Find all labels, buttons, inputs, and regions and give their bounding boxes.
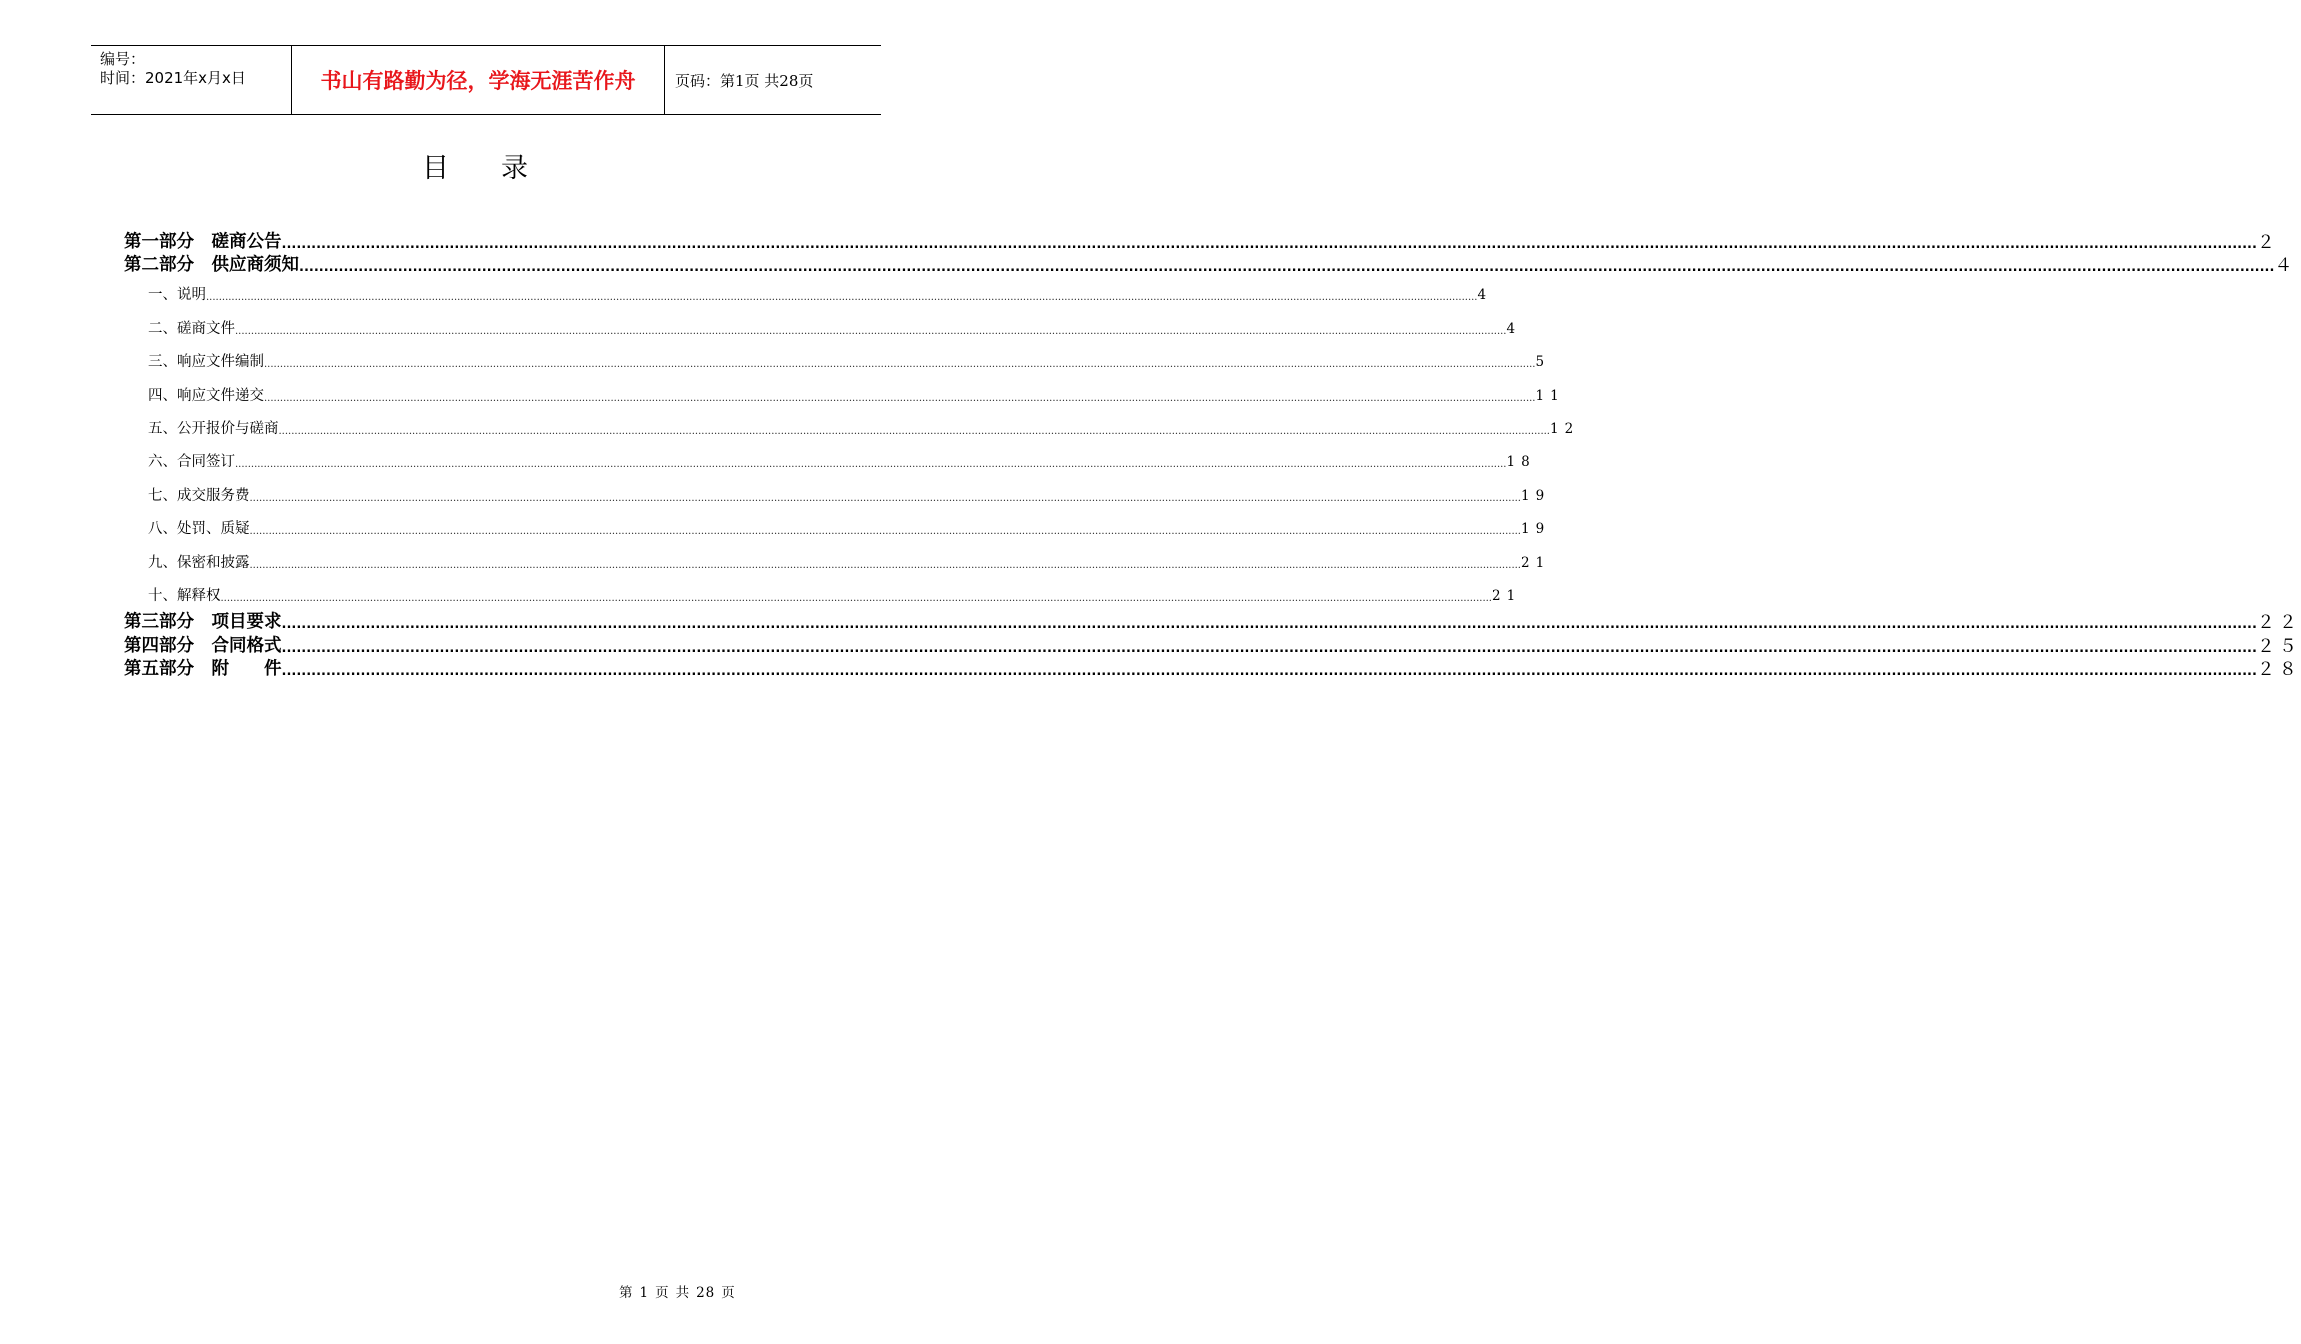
toc-entry-page: 19: [1520, 487, 1551, 504]
toc-entry-label: 二、磋商文件: [148, 320, 235, 337]
toc-dot-leader: ................................................................................................................................................................................................................................................................................................................................................................................................................: [235, 459, 1507, 471]
toc-entry-label: 三、响应文件编制: [148, 354, 264, 371]
toc-entry-page: 18: [1506, 454, 1536, 471]
toc-entry-page: 4: [1477, 287, 1493, 304]
table-of-contents: [124, 230, 2301, 681]
header-motto: 书山有路勤为径，学海无涯苦作舟: [292, 46, 665, 114]
toc-entry[interactable]: [124, 511, 1551, 544]
toc-entry-page: 5: [1535, 354, 1551, 371]
toc-dot-leader: ................................................................................................................................................................................................................................................................................................................................................................................................................: [281, 664, 2257, 680]
toc-dot-leader: ................................................................................................................................................................................................................................................................................................................................................................................................................: [278, 425, 1550, 437]
toc-entry[interactable]: [124, 310, 1522, 343]
document-number-label: 编号：: [100, 50, 146, 68]
toc-entry-page: ４: [2274, 255, 2297, 276]
toc-entry-label: 四、响应文件递交: [148, 387, 264, 404]
toc-dot-leader: ................................................................................................................................................................................................................................................................................................................................................................................................................: [264, 392, 1536, 404]
toc-entry-page: ２２: [2256, 612, 2301, 634]
toc-title-left: 目: [422, 153, 449, 184]
toc-dot-leader: ................................................................................................................................................................................................................................................................................................................................................................................................................: [249, 559, 1521, 571]
header-meta: [91, 46, 292, 114]
toc-entry[interactable]: [124, 544, 1551, 577]
page-footer: [616, 1281, 739, 1301]
toc-entry-page: 12: [1549, 420, 1580, 437]
toc-dot-leader: ................................................................................................................................................................................................................................................................................................................................................................................................................: [249, 492, 1521, 504]
toc-entry-label: 第一部分 磋商公告: [124, 231, 282, 252]
toc-entry[interactable]: [124, 254, 2297, 278]
toc-entry-label: 第三部分 项目要求: [124, 612, 282, 633]
footer-suffix: 页: [721, 1285, 736, 1301]
footer-current-page: 1: [639, 1285, 650, 1301]
toc-entry-page: ２: [2256, 231, 2279, 253]
toc-entry-page: ２８: [2256, 659, 2301, 681]
toc-dot-leader: ................................................................................................................................................................................................................................................................................................................................................................................................................: [220, 592, 1492, 604]
toc-entry-label: 一、说明: [148, 287, 206, 304]
toc-entry[interactable]: [124, 634, 2301, 658]
toc-entry[interactable]: [124, 411, 1580, 444]
toc-entry-page: 21: [1491, 587, 1522, 604]
toc-title-right: 录: [501, 153, 528, 184]
toc-entry[interactable]: [124, 344, 1551, 377]
toc-dot-leader: ................................................................................................................................................................................................................................................................................................................................................................................................................: [249, 526, 1521, 538]
toc-dot-leader: ................................................................................................................................................................................................................................................................................................................................................................................................................: [264, 359, 1536, 371]
toc-entry[interactable]: [124, 658, 2301, 682]
footer-page-word: 页: [655, 1285, 670, 1301]
toc-entry-page: 11: [1535, 387, 1565, 404]
toc-entry-label: 八、处罚、质疑: [148, 521, 250, 538]
toc-entry-label: 六、合同签订: [148, 454, 235, 471]
toc-entry-label: 十、解释权: [148, 587, 221, 604]
toc-entry-label: 九、保密和披露: [148, 554, 250, 571]
toc-entry[interactable]: [124, 477, 1551, 510]
toc-entry-label: 第二部分 供应商须知: [124, 255, 299, 275]
toc-dot-leader: ................................................................................................................................................................................................................................................................................................................................................................................................................: [206, 292, 1478, 304]
toc-entry-page: 19: [1520, 521, 1551, 538]
toc-entry-label: 五、公开报价与磋商: [148, 420, 279, 437]
toc-entry-label: 七、成交服务费: [148, 487, 250, 504]
toc-entry-label: 第四部分 合同格式: [124, 635, 282, 656]
toc-entry[interactable]: [124, 230, 2279, 254]
toc-dot-leader: ................................................................................................................................................................................................................................................................................................................................................................................................................: [281, 617, 2257, 633]
toc-entry[interactable]: [124, 444, 1536, 477]
toc-dot-leader: ................................................................................................................................................................................................................................................................................................................................................................................................................: [299, 260, 2275, 275]
toc-entry-page: 4: [1506, 320, 1522, 337]
toc-entry-page: ２５: [2256, 635, 2301, 657]
toc-entry[interactable]: [124, 277, 1493, 310]
toc-entry[interactable]: [124, 377, 1565, 410]
toc-dot-leader: ................................................................................................................................................................................................................................................................................................................................................................................................................: [235, 325, 1507, 337]
header-page-info: 页码：第1页 共28页: [675, 71, 814, 90]
toc-entry-page: 21: [1520, 554, 1551, 571]
document-header: [91, 45, 881, 115]
toc-dot-leader: ................................................................................................................................................................................................................................................................................................................................................................................................................: [281, 236, 2257, 252]
document-time-label: 时间：2021年x月x日: [100, 69, 246, 87]
toc-entry[interactable]: [124, 578, 1522, 611]
footer-prefix: 第: [619, 1285, 634, 1301]
toc-entry[interactable]: [124, 611, 2301, 635]
toc-entry-label: 第五部分 附 件: [124, 659, 282, 680]
footer-total-label: 共: [675, 1285, 691, 1301]
toc-title: [0, 146, 950, 185]
toc-dot-leader: ................................................................................................................................................................................................................................................................................................................................................................................................................: [281, 640, 2257, 656]
footer-total-pages: 28: [696, 1285, 716, 1301]
